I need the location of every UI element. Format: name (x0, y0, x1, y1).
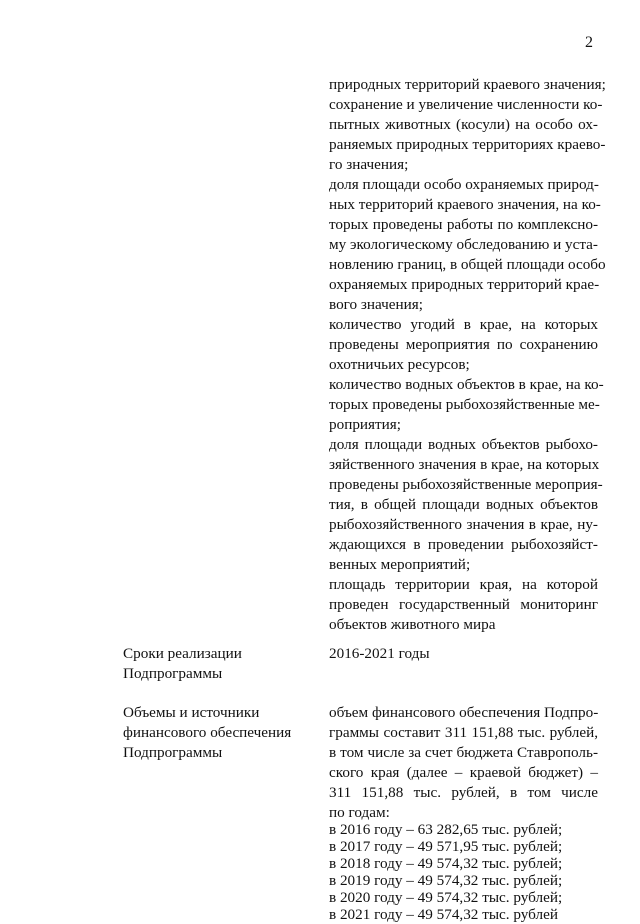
text-line: ждающихся в проведении рыбохозяйст- (329, 536, 598, 553)
text-line: природных территорий краевого значения; (329, 76, 606, 93)
text-line: му экологическому обследованию и уста- (329, 236, 598, 253)
page-number: 2 (585, 34, 593, 51)
text-line: зяйственного значения в крае, на которых (329, 456, 600, 473)
funding-value-line: 311 151,88 тыс. рублей, в том числе (329, 784, 598, 801)
text-line: торых проведены работы по комплексно- (329, 216, 598, 233)
funding-value-line: ского края (далее – краевой бюджет) – (329, 764, 598, 781)
text-line: пытных животных (косули) на особо ох- (329, 116, 598, 133)
text-line: вого значения; (329, 296, 424, 313)
timing-label-line: Подпрограммы (123, 665, 223, 682)
text-line: сохранение и увеличение численности ко- (329, 96, 603, 113)
text-line: охотничьих ресурсов; (329, 356, 470, 373)
text-line: рыбохозяйственного значения в крае, ну- (329, 516, 598, 533)
funding-year-line: в 2020 году – 49 574,32 тыс. рублей; (329, 889, 563, 906)
funding-year-line: в 2016 году – 63 282,65 тыс. рублей; (329, 821, 563, 838)
text-line: ных территорий краевого значения, на ко- (329, 196, 601, 213)
funding-value-line: в том числе за счет бюджета Ставрополь- (329, 744, 598, 761)
timing-label-line: Сроки реализации (123, 645, 242, 662)
funding-year-line: в 2017 году – 49 571,95 тыс. рублей; (329, 838, 563, 855)
text-line: раняемых природных территориях краево- (329, 136, 606, 153)
funding-year-line: в 2018 году – 49 574,32 тыс. рублей; (329, 855, 563, 872)
text-line: доля площади особо охраняемых природ- (329, 176, 599, 193)
text-line: объектов животного мира (329, 616, 496, 633)
funding-value-line: объем финансового обеспечения Подпро- (329, 704, 599, 721)
funding-label-line: Объемы и источники (123, 704, 260, 721)
text-line: торых проведены рыбохозяйственные ме- (329, 396, 600, 413)
text-line: го значения; (329, 156, 409, 173)
funding-label-line: финансового обеспечения (123, 724, 292, 741)
text-line: доля площади водных объектов рыбохо- (329, 436, 598, 453)
timing-value: 2016-2021 годы (329, 645, 430, 662)
text-line: проведены рыбохозяйственные мероприя- (329, 476, 603, 493)
text-line: охраняемых природных территорий крае- (329, 276, 600, 293)
text-line: проведен государственный мониторинг (329, 596, 598, 613)
funding-label-line: Подпрограммы (123, 744, 223, 761)
funding-year-line: в 2019 году – 49 574,32 тыс. рублей; (329, 872, 563, 889)
text-line: площадь территории края, на которой (329, 576, 598, 593)
text-line: новлению границ, в общей площади особо (329, 256, 606, 273)
funding-value-line: по годам: (329, 804, 390, 821)
funding-value-line: граммы составит 311 151,88 тыс. рублей, (329, 724, 598, 741)
text-line: количество водных объектов в крае, на ко- (329, 376, 604, 393)
text-line: тия, в общей площади водных объектов (329, 496, 598, 513)
funding-year-line: в 2021 году – 49 574,32 тыс. рублей (329, 906, 558, 923)
text-line: количество угодий в крае, на которых (329, 316, 598, 333)
text-line: роприятия; (329, 416, 401, 433)
text-line: венных мероприятий; (329, 556, 471, 573)
text-line: проведены мероприятия по сохранению (329, 336, 598, 353)
